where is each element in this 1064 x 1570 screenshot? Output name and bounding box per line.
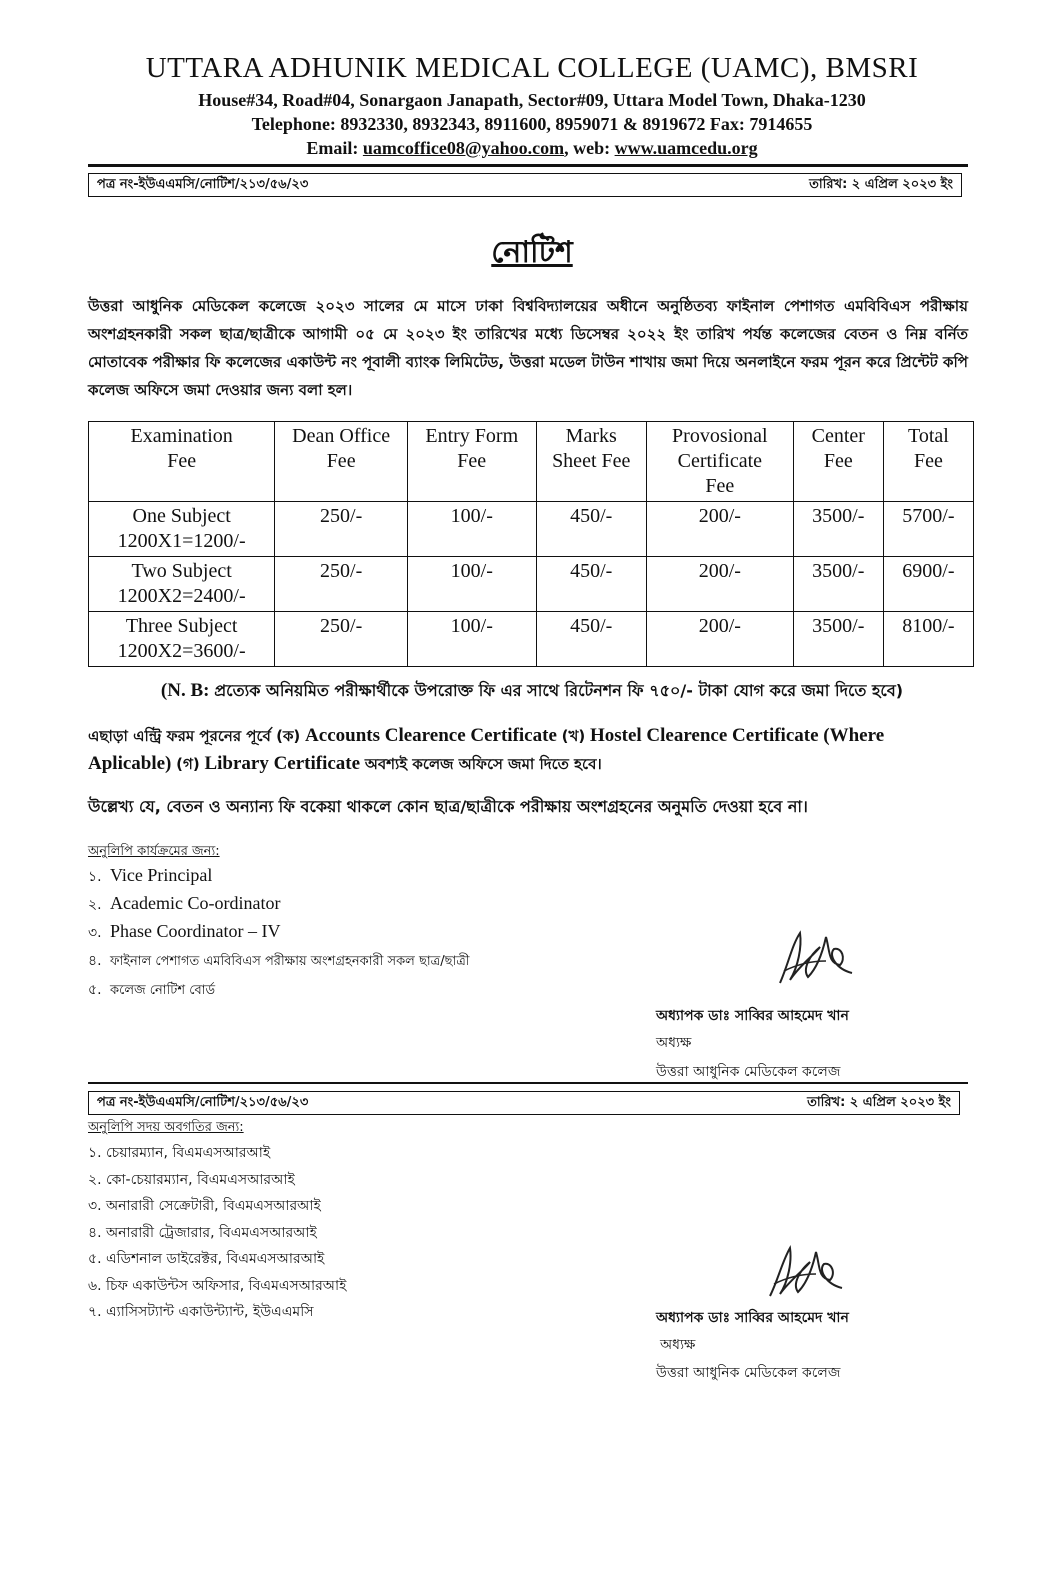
list-item: ১. চেয়ারম্যান, বিএমএসআরআই	[88, 1145, 271, 1161]
list-item: ২. কো-চেয়ারম্যান, বিএমএসআরআই	[88, 1171, 295, 1188]
notice-body: উত্তরা আধুনিক মেডিকেল কলেজে ২০২৩ সালের মে মাসে ঢাকা বিশ্ববিদ্যালয়ের অধীনে অনুষ্ঠিতব্য ফাইনাল পেশাগত এমবিবিএস পরীক্ষায় অংশগ্রহনকারী সকল ছাত্র/ছাত্রীকে আগামী ০৫ মে ২০২৩ ইং তারিখের মধ্যে ডিসেম্বর ২০২২ ইং তারিখ পর্যন্ত কলেজের বেতন ও নিম্ন বর্নিত মোতাবেক পরীক্ষার ফি কলেজের একাউন্ট নং পূবালী ব্যাংক লিমিটেড, উত্তরা মডেল টাউন শাখায় জমা দিয়ে অনলাইনে ফরম পূরন করে প্রিন্টেট কপি কলেজ অফিসে জমা দেওয়ার জন্য বলা হল।	[88, 297, 969, 399]
docs-item-accounts: Accounts Clearence Certificate	[305, 725, 557, 746]
table-cell: 5700/-	[883, 502, 973, 557]
table-cell: 250/-	[275, 612, 408, 667]
notice-date: তারিখ: ২ এপ্রিল ২০২৩ ইং	[807, 1094, 951, 1110]
warning-text: উল্লেখ্য যে, বেতন ও অন্যান্য ফি বকেয়া থাকলে কোন ছাত্র/ছাত্রীকে পরীক্ষায় অংশগ্রহনের অনুমতি দেওয়া হবে না।	[88, 797, 808, 816]
column-header: Entry Form Fee	[407, 422, 536, 502]
table-cell: 3500/-	[793, 612, 883, 667]
table-cell: 8100/-	[883, 612, 973, 667]
web-link[interactable]: www.uamcedu.org	[614, 138, 758, 158]
reference-box-bottom	[88, 1091, 960, 1115]
signatory-designation: অধ্যক্ষ	[660, 1337, 696, 1353]
notice-date: তারিখ: ২ এপ্রিল ২০২৩ ইং	[809, 176, 953, 192]
list-item: ৭. এ্যাসিসট্যান্ট একাউন্ট্যান্ট, ইউএএমসি	[88, 1304, 314, 1320]
header-rule	[88, 164, 968, 167]
docs-mark: (খ)	[561, 727, 586, 745]
notice-title: নোটিশ	[491, 235, 573, 270]
table-header-row	[89, 422, 974, 502]
table-cell: 200/-	[646, 557, 793, 612]
cc-info-heading: অনুলিপি সদয় অবগতির জন্য:	[88, 1120, 244, 1135]
college-contact	[0, 138, 1064, 159]
table-cell: 100/-	[407, 557, 536, 612]
table-row	[89, 557, 974, 612]
required-documents	[88, 722, 968, 778]
cc-info-list	[88, 1140, 346, 1326]
table-cell: Three Subject 1200X2=3600/-	[89, 612, 275, 667]
table-cell: 200/-	[646, 502, 793, 557]
column-header: Dean Office Fee	[275, 422, 408, 502]
list-item: ৬. চিফ একাউন্টস অফিসার, বিএমএসআরআই	[88, 1277, 347, 1294]
column-header: Provosional Certificate Fee	[646, 422, 793, 502]
signature	[762, 1240, 852, 1305]
table-row	[89, 502, 974, 557]
docs-outro: অবশ্যই কলেজ অফিসে জমা দিতে হবে।	[364, 755, 602, 773]
table-cell: 450/-	[536, 502, 646, 557]
table-cell: 6900/-	[883, 557, 973, 612]
docs-item-library: Library Certificate	[204, 753, 361, 774]
list-item: ৩. অনারারী সেক্রেটারী, বিএমএসআরআই	[88, 1198, 321, 1214]
college-telephone: Telephone: 8932330, 8932343, 8911600, 8959071 & 8919672 Fax: 7914655	[251, 114, 813, 134]
table-cell: 450/-	[536, 557, 646, 612]
docs-mark: (গ)	[176, 755, 200, 773]
college-name: UTTARA ADHUNIK MEDICAL COLLEGE (UAMC), BMSRI	[145, 52, 919, 84]
cc-action-heading: অনুলিপি কার্যক্রমের জন্য:	[88, 844, 220, 859]
list-item: ২. Academic Co-ordinator	[88, 893, 281, 913]
web-label: , web:	[564, 138, 615, 158]
signatory-name: অধ্যাপক ডাঃ সাব্বির আহমেদ খান	[656, 1008, 849, 1024]
signatory-designation: অধ্যক্ষ	[656, 1035, 692, 1051]
table-cell: 3500/-	[793, 502, 883, 557]
list-item: ৪. ফাইনাল পেশাগত এমবিবিএস পরীক্ষায় অংশগ্রহনকারী সকল ছাত্র/ছাত্রী	[88, 953, 470, 969]
email-label: Email:	[306, 138, 363, 158]
column-header: Marks Sheet Fee	[536, 422, 646, 502]
section-rule	[88, 1082, 968, 1084]
docs-item-hostel: Hostel Clearence Certificate	[589, 725, 819, 746]
list-item: ৪. অনারারী ট্রেজারার, বিএমএসআরআই	[88, 1224, 317, 1241]
signature	[770, 925, 860, 990]
table-cell: Two Subject 1200X2=2400/-	[89, 557, 275, 612]
table-cell: 450/-	[536, 612, 646, 667]
table-cell: 100/-	[407, 502, 536, 557]
cc-action-list	[88, 862, 470, 1004]
table-cell: 200/-	[646, 612, 793, 667]
column-header: Total Fee	[883, 422, 973, 502]
column-header: Examination Fee	[89, 422, 275, 502]
signatory-institution: উত্তরা আধুনিক মেডিকেল কলেজ	[656, 1064, 841, 1080]
docs-intro: এছাড়া এন্ট্রি ফরম পূরনের পূর্বে (ক)	[88, 727, 301, 745]
signatory-institution: উত্তরা আধুনিক মেডিকেল কলেজ	[656, 1365, 841, 1381]
column-header: Center Fee	[793, 422, 883, 502]
table-cell: One Subject 1200X1=1200/-	[89, 502, 275, 557]
memo-number: পত্র নং-ইউএএমসি/নোটিশ/২১৩/৫৬/২৩	[97, 1094, 309, 1110]
list-item: ১. Vice Principal	[88, 865, 213, 885]
signatory-name: অধ্যাপক ডাঃ সাব্বির আহমেদ খান	[656, 1310, 849, 1326]
memo-number: পত্র নং-ইউএএমসি/নোটিশ/২১৩/৫৬/২৩	[97, 176, 309, 192]
table-cell: 250/-	[275, 557, 408, 612]
nb-text: প্রত্যেক অনিয়মিত পরীক্ষার্থীকে উপরোক্ত ফি এর সাথে রিটেনশন ফি ৭৫০/- টাকা যোগ করে জমা দিতে হবে)	[214, 681, 904, 700]
table-row	[89, 612, 974, 667]
reference-box-top	[88, 173, 962, 197]
nb-prefix: (N. B:	[160, 680, 215, 701]
list-item: ৫. এডিশনাল ডাইরেক্টর, বিএমএসআরআই	[88, 1251, 325, 1267]
table-cell: 250/-	[275, 502, 408, 557]
college-address: House#34, Road#04, Sonargaon Janapath, Sector#09, Uttara Model Town, Dhaka-1230	[198, 90, 866, 110]
fee-table	[88, 421, 974, 667]
table-cell: 100/-	[407, 612, 536, 667]
nb-note	[0, 678, 1064, 705]
email-link[interactable]: uamcoffice08@yahoo.com	[362, 138, 565, 158]
table-cell: 3500/-	[793, 557, 883, 612]
docs-item-note: (Where Aplicable)	[88, 725, 885, 774]
list-item: ৩. Phase Coordinator – IV	[88, 921, 281, 941]
list-item: ৫. কলেজ নোটিশ বোর্ড	[88, 982, 216, 998]
